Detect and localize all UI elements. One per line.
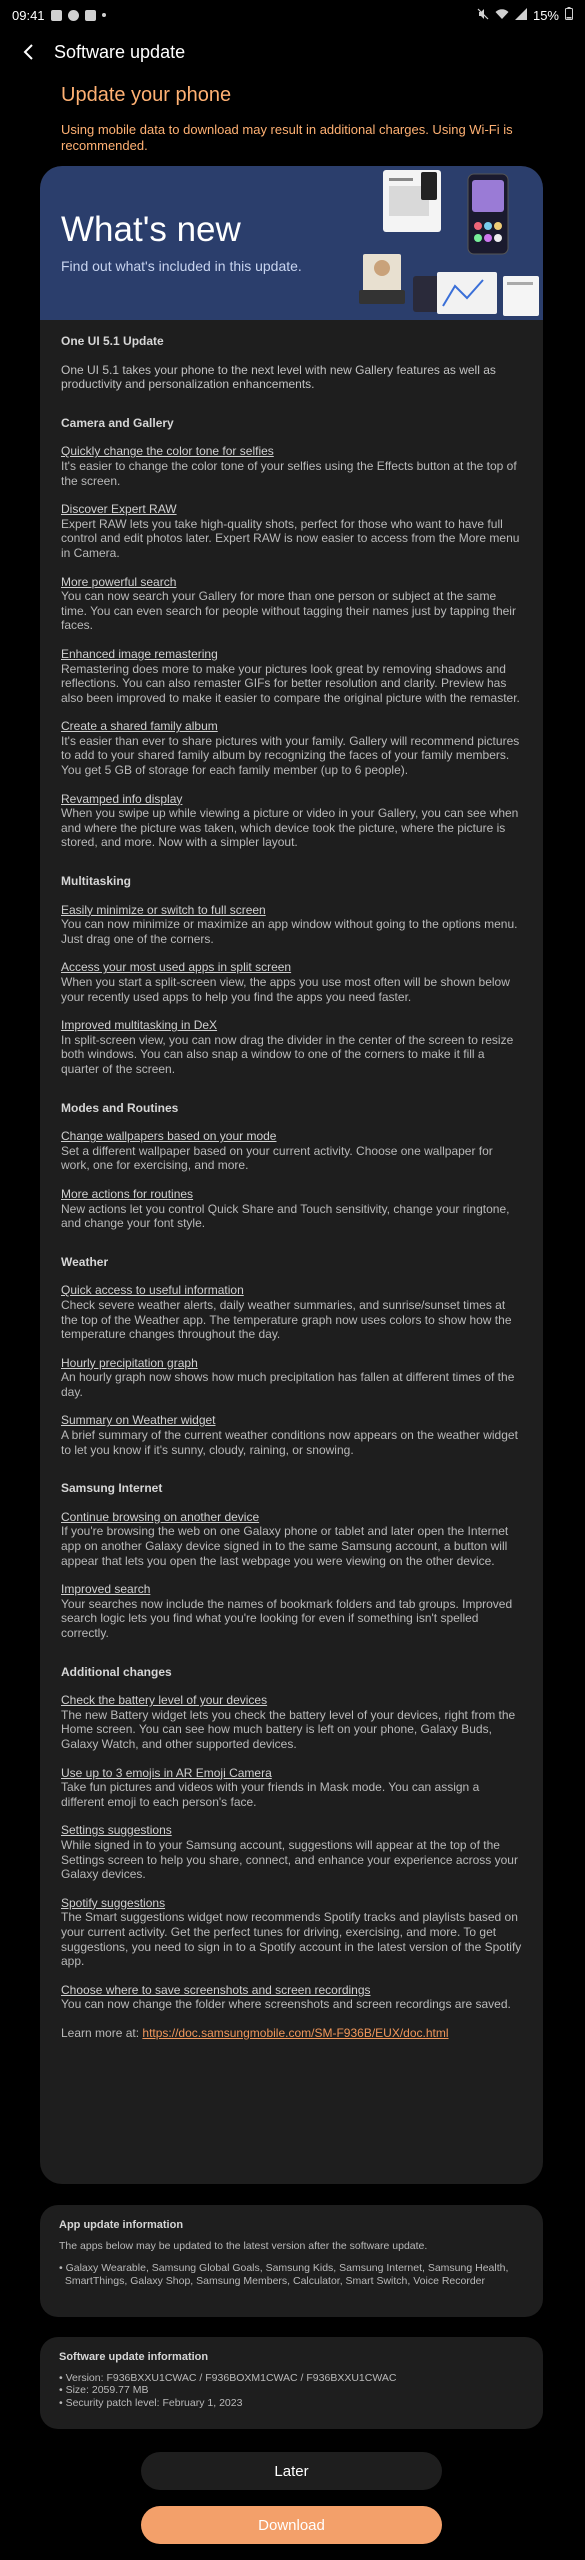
release-note-item [61,647,522,705]
mail-notification-icon [85,10,96,21]
release-note-description: Check severe weather alerts, daily weather summaries, and sunrise/sunset times at the top of the Weather app. The temperature graph now uses colors to show how the temperature changes throughout the day. [61,1297,512,1342]
mute-icon [477,8,489,23]
release-note-title: More actions for routines [61,1186,194,1201]
release-note-item [61,903,522,947]
hero-illustration [343,166,543,320]
learn-more-link[interactable]: https://doc.samsungmobile.com/SM-F936B/EUX/doc.html [142,2025,449,2040]
release-note-title: More powerful search [61,574,177,589]
release-notes [40,320,543,2040]
release-note-title: Quick access to useful information [61,1283,244,1298]
software-info-title: Software update information [59,2351,209,2363]
release-note-title: Improved multitasking in DeX [61,1018,218,1033]
release-note-item [61,502,522,560]
release-note-item [61,960,522,1004]
release-note-title: Quickly change the color tone for selfies [61,444,274,459]
release-note-item [61,1187,522,1231]
release-note-description: Remastering does more to make your pictures look great by removing shadows and reflections. You can also remaster GIFs for better resolution and clarity. Preview has also been improved to make it easier to compare the original picture with the remaster. [61,661,520,705]
release-note-item [61,1413,522,1457]
signal-icon [515,8,527,23]
release-note-title: Enhanced image remastering [61,646,218,661]
release-note-title: Access your most used apps in split screen [61,960,292,975]
battery-icon [565,7,573,23]
app-update-card [40,2205,543,2317]
app-update-text: The apps below may be updated to the latest version after the software update. [59,2239,428,2252]
gallery-notification-icon [51,10,62,21]
learn-more [61,2026,522,2041]
section-title: Additional changes [61,1664,172,1679]
release-note-item [61,1766,522,1810]
page-heading: Update your phone [61,84,232,106]
release-note-description: New actions let you control Quick Share and Touch sensitivity, change your ringtone, and change your font style. [61,1201,510,1231]
release-note-description: The new Battery widget lets you check the battery level of your devices, right from the Home screen. You can see how much battery is left on your phone, Galaxy Buds, Galaxy Watch, and other supported devices. [61,1707,516,1751]
software-size: • Size: 2059.77 MB [59,2384,149,2396]
release-note-description: In split-screen view, you can now drag the divider in the center of the screen to resize both windows. You can also snap a window to one of the corners to make it fill a quarter of the screen. [61,1032,514,1076]
app-list-line: • Galaxy Wearable, Samsung Global Goals, Samsung Kids, Samsung Internet, Samsung Health, [59,2262,509,2274]
release-note-description: It's easier to change the color tone of your selfies using the Effects button at the top of the screen. [61,458,517,488]
release-note-item [61,1823,522,1881]
release-note-title: Revamped info display [61,791,183,806]
release-note-item [61,719,522,777]
hero-title: What's new [61,210,241,249]
release-note-title: Use up to 3 emojis in AR Emoji Camera [61,1765,272,1780]
security-patch-level: • Security patch level: February 1, 2023 [59,2396,243,2409]
release-note-description: When you swipe up while viewing a picture or video in your Gallery, you can see when and where the picture was taken, which device took the picture, where the picture is stored, and more. Now with a simpler layout. [61,806,519,850]
back-button[interactable] [14,34,44,70]
release-note-title: Spotify suggestions [61,1895,166,1910]
app-bar-title: Software update [54,41,186,62]
release-note-description: Expert RAW lets you take high-quality shots, perfect for those who want to have full control and edit photos later. Expert RAW is now easier to access from the More menu in Camera. [61,516,520,560]
release-note-description: An hourly graph now shows how much precipitation has fallen at different times of the day. [61,1370,515,1399]
release-note-description: The Smart suggestions widget now recommends Spotify tracks and playlists based on your current activity. Get the perfect tunes for driving, exercising, and more. To get suggestions, you need to sign in to a Spotify account in the latest version of the Spotify app. [61,1910,522,1969]
release-note-title: Create a shared family album [61,719,218,734]
hero-subtitle: Find out what's included in this update. [61,258,302,274]
more-notifications-icon [102,13,106,17]
release-note-item [61,575,522,633]
status-time: 09:41 [12,7,45,23]
app-update-list [59,2262,524,2287]
release-note-item [61,1510,522,1568]
release-note-item [61,1283,522,1341]
release-note-item [61,792,522,850]
back-arrow-icon [22,43,36,61]
release-note-title: Discover Expert RAW [61,502,177,517]
release-note-description: You can now minimize or maximize an app window without going to the options menu. Just drag one of the corners. [61,917,518,946]
software-info-card [40,2337,543,2429]
download-button[interactable]: Download [141,2506,442,2544]
release-note-item [61,1129,522,1173]
release-note-description: Your searches now include the names of bookmark folders and tab groups. Improved search logic lets you find what you're looking for even if something isn't spelled correctly. [61,1596,513,1640]
release-note-item [61,1693,522,1751]
release-note-description: If you're browsing the web on one Galaxy phone or tablet and later open the Internet app on another Galaxy device signed in to the same Samsung account, a button will appear that lets you open the last webpage you were viewing on the other device. [61,1524,509,1568]
wifi-icon [495,8,509,23]
release-note-title: Easily minimize or switch to full screen [61,902,266,917]
release-note-title: Check the battery level of your devices [61,1693,268,1708]
release-note-title: Choose where to save screenshots and screen recordings [61,1982,371,1997]
hero-banner [40,166,543,320]
release-note-item [61,444,522,488]
release-note-title: Improved search [61,1582,151,1597]
release-note-item [61,1018,522,1076]
mobile-data-warning: Using mobile data to download may result in additional charges. Using Wi-Fi is recommended. [61,122,513,153]
section-title: Multitasking [61,874,132,889]
release-note-description: You can now change the folder where screenshots and screen recordings are saved. [61,1997,511,2012]
later-button[interactable]: Later [141,2452,442,2490]
release-note-title: Continue browsing on another device [61,1509,260,1524]
learn-more-label: Learn more at: [61,2025,140,2040]
release-note-description: When you start a split-screen view, the apps you use most often will be shown below your recently used apps to help you find the apps you need faster. [61,975,510,1004]
app-bar [0,32,585,72]
release-note-title: Hourly precipitation graph [61,1355,198,1370]
release-note-description: You can now search your Gallery for more than one person or subject at the same time. You can even search for people without tagging their names just by tapping their faces. [61,589,516,633]
release-note-item [61,1983,522,2012]
release-note-item [61,1896,522,1969]
section-title: Weather [61,1254,109,1269]
whatsapp-notification-icon [68,10,79,21]
release-note-title: Summary on Weather widget [61,1413,216,1428]
release-note-item [61,1582,522,1640]
release-note-description: While signed in to your Samsung account, suggestions will appear at the top of the Settings screen to help you share, connect, and enhance your experience across your Galaxy devices. [61,1837,518,1882]
update-intro: One UI 5.1 takes your phone to the next level with new Gallery features as well as productivity and personalization enhancements. [61,362,496,392]
whats-new-card [40,166,543,2184]
release-note-description: A brief summary of the current weather conditions now appears on the weather widget to let you know if it's sunny, cloudy, raining, or snowing. [61,1428,518,1457]
release-note-description: Take fun pictures and videos with your friends in Mask mode. You can assign a different emoji to each person's face. [61,1780,480,1809]
update-title: One UI 5.1 Update [61,334,164,348]
release-note-description: It's easier than ever to share pictures with your family. Gallery will recommend pictures to add to your shared family album by recognizing the faces of your family members. You get 5 GB of storage for each family member (up to 6 people). [61,733,520,778]
release-note-title: Change wallpapers based on your mode [61,1129,277,1144]
release-note-description: Set a different wallpaper based on your current activity. Choose one wallpaper for work, one for exercising, and more. [61,1143,493,1173]
software-version: • Version: F936BXXU1CWAC / F936BOXM1CWAC / F936BXXU1CWAC [59,2371,397,2384]
release-note-item [61,1356,522,1400]
section-title: Samsung Internet [61,1481,163,1496]
section-title: Camera and Gallery [61,415,174,430]
battery-percent: 15% [532,7,559,23]
app-update-title: App update information [59,2219,184,2231]
section-title: Modes and Routines [61,1100,179,1115]
app-list-line: SmartThings, Galaxy Shop, Samsung Members, Calculator, Smart Switch, Voice Recorder [59,2274,486,2287]
status-bar [0,0,585,30]
release-note-title: Settings suggestions [61,1823,172,1838]
